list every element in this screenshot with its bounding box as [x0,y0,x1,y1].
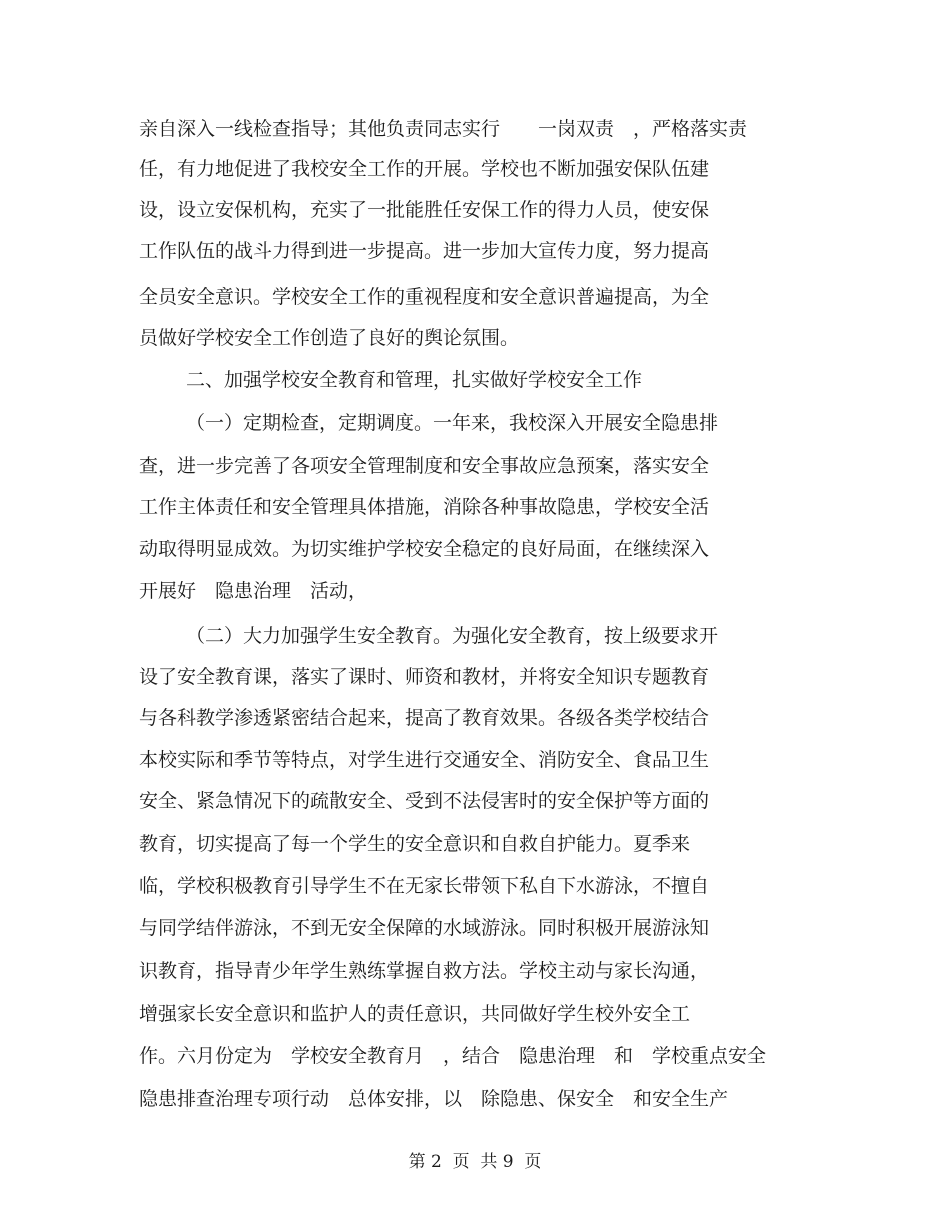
text-line-19: 临，学校积极教育引导学生不在无家长带领下私自下水游泳，不擅自 [139,875,710,897]
text-line-17: 安全、紧急情况下的疏散安全、受到不法侵害时的安全保护等方面的 [139,790,710,812]
text-line-4: 工作队伍的战斗力得到进一步提高。进一步加大宣传力度，努力提高 [139,240,710,262]
text-line-3: 设，设立安保机构，充实了一批能胜任安保工作的得力人员，使安保 [139,199,710,221]
text-line-5: 全员安全意识。学校安全工作的重视程度和安全意识普遍提高，为全 [139,286,710,308]
section-heading: 二、加强学校安全教育和管理，扎实做好学校安全工作 [186,369,643,391]
text-line-22: 增强家长安全意识和监护人的责任意识，共同做好学生校外安全工 [139,1003,691,1025]
text-line-8: （一）定期检查，定期调度。一年来，我校深入开展安全隐患排 [186,412,719,434]
text-line-1: 亲自深入一线检查指导；其他负责同志实行 一岗双责 ，严格落实责 [139,118,748,140]
text-line-11: 动取得明显成效。为切实维护学校安全稳定的良好局面，在继续深入 [139,538,710,560]
text-line-20: 与同学结伴游泳，不到无安全保障的水域游泳。同时积极开展游泳知 [139,917,710,939]
text-line-21: 识教育，指导青少年学生熟练掌握自救方法。学校主动与家长沟通， [139,960,710,982]
text-line-10: 工作主体责任和安全管理具体措施，消除各种事故隐患，学校安全活 [139,496,710,518]
text-line-15: 与各科教学渗透紧密结合起来，提高了教育效果。各级各类学校结合 [139,707,710,729]
text-line-24: 隐患排查治理专项行动 总体安排，以 除隐患、保安全 和安全生产 [139,1088,729,1110]
text-line-18: 教育，切实提高了每一个学生的安全意识和自救自护能力。夏季来 [139,833,691,855]
text-line-23: 作。六月份定为 学校安全教育月 ，结合 隐患治理 和 学校重点安全 [139,1045,767,1067]
text-line-16: 本校实际和季节等特点，对学生进行交通安全、消防安全、食品卫生 [139,749,710,771]
text-line-2: 任，有力地促进了我校安全工作的开展。学校也不断加强安保队伍建 [139,158,710,180]
text-line-13: （二）大力加强学生安全教育。为强化安全教育，按上级要求开 [186,625,719,647]
text-line-12: 开展好 隐患治理 活动， [139,580,368,602]
page-number-footer: 第 2 页 共 9 页 [408,1152,542,1172]
text-line-14: 设了安全教育课，落实了课时、师资和教材，并将安全知识专题教育 [139,666,710,688]
text-line-9: 查，进一步完善了各项安全管理制度和安全事故应急预案，落实安全 [139,455,710,477]
text-line-6: 员做好学校安全工作创造了良好的舆论氛围。 [139,327,520,349]
